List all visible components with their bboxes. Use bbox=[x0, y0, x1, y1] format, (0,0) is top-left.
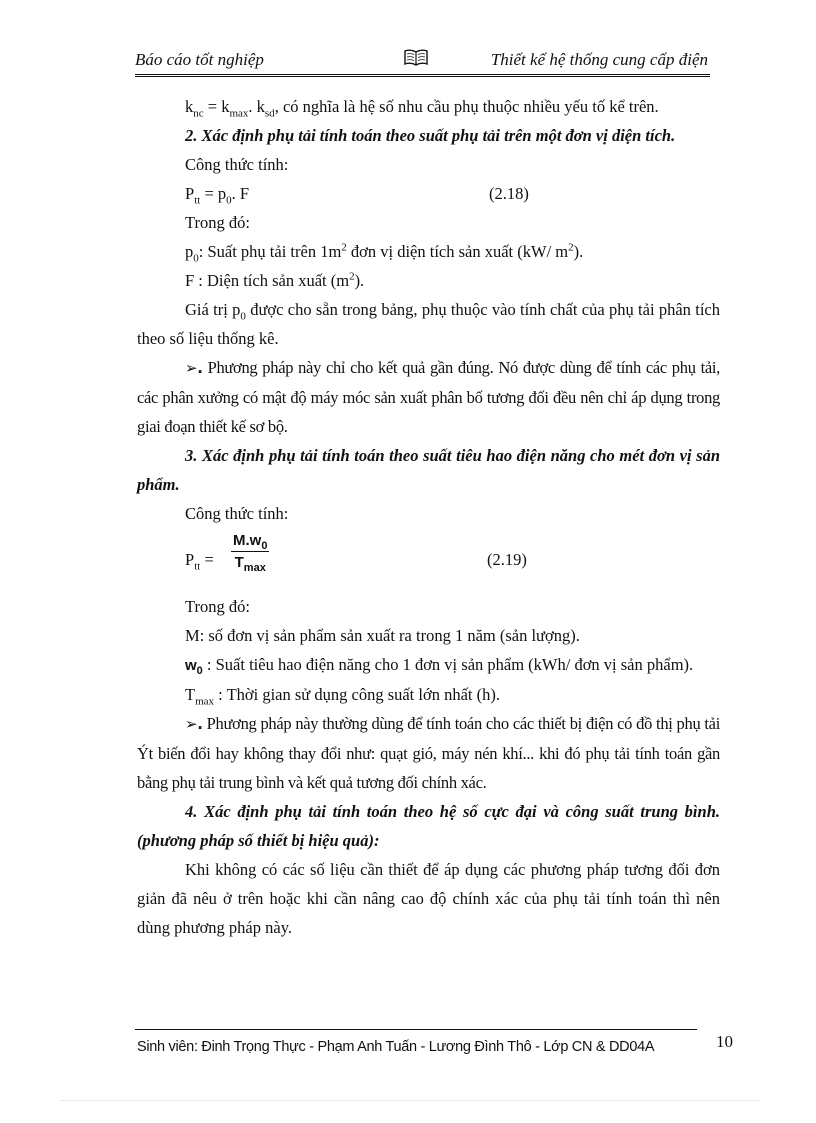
footer-authors: Sinh viên: Đinh Trọng Thực - Phạm Anh Tuấn - Lương Đình Thô - Lớp CN & DD04A bbox=[137, 1039, 655, 1055]
page-bottom-dotted-line bbox=[60, 1100, 760, 1101]
paragraph-knc: $k_{nc} = k_{max}$. $k_{sd}$, có nghĩa là hệ số nhu cầu phụ thuộc nhiều yếu tố kể trên. bbox=[185, 97, 659, 120]
equation-number: (2.18) bbox=[489, 184, 529, 203]
open-book-icon bbox=[403, 48, 429, 74]
formula-intro: Công thức tính: bbox=[185, 155, 289, 174]
page-number: 10 bbox=[716, 1032, 733, 1051]
where-label: Trong đó: bbox=[185, 597, 250, 616]
paragraph-p0-value: Giá trị $p_0$ được cho sẵn trong bảng, phụ thuộc vào tính chất của phụ tải phân tích theo số liệu thống kê. bbox=[137, 300, 720, 348]
formula-intro: Công thức tính: bbox=[185, 504, 289, 523]
equation-2-18: $P_{tt} = p_0$. F (2.18) bbox=[137, 179, 720, 208]
definition-M: M: số đơn vị sản phẩm sản xuất ra trong 1 năm (sản lượng). bbox=[185, 626, 580, 645]
arrow-bullet-icon: ➢. bbox=[185, 359, 203, 377]
definition-w0: $w_0$ : Suất tiêu hao điện năng cho 1 đơn vị sản phẩm (kWh/ đơn vị sản phẩm). bbox=[185, 655, 694, 677]
page-header bbox=[135, 46, 710, 77]
arrow-bullet-icon: ➢. bbox=[185, 715, 203, 733]
page-content bbox=[137, 92, 720, 942]
note-paragraph-2: ➢. Phương pháp này thường dùng để tính toán cho các thiết bị điện có đồ thị phụ tải Ýt biến đổi hay không thay đổi như: quạt gió, máy nén khí... khi đó phụ tải tính toán gần bằng phụ tải trung bình và kết quả tương đối chính xác. bbox=[137, 714, 720, 792]
section-heading-4: 4. Xác định phụ tải tính toán theo hệ số cực đại và công suất trung bình. (phương pháp số thiết bị hiệu quả): bbox=[137, 802, 720, 850]
where-label: Trong đó: bbox=[185, 213, 250, 232]
footer-divider bbox=[135, 1029, 697, 1030]
definition-Tmax: $T_{max}$ : Thời gian sử dụng công suất lớn nhất (h). bbox=[185, 685, 500, 708]
note-paragraph-1: ➢. Phương pháp này chỉ cho kết quả gần đúng. Nó được dùng để tính các phụ tải, các phân xưởng có mật độ máy móc sản xuất phân bố tương đối đều nên chỉ áp dụng trong giai đoạn thiết kế sơ bộ. bbox=[137, 358, 720, 436]
header-left-title: Báo cáo tốt nghiệp bbox=[135, 50, 264, 69]
fraction: $M.w_0$ $T_{max}$ bbox=[233, 532, 268, 574]
header-right-title: Thiết kế hệ thống cung cấp điện bbox=[490, 50, 708, 69]
paragraph-method: Khi không có các số liệu cần thiết để áp dụng các phương pháp tương đối đơn giản đã nêu ở trên hoặc khi cần nâng cao độ chính xác của phụ tải tính toán thì nên dùng phương pháp này. bbox=[137, 860, 720, 937]
section-heading-2: 2. Xác định phụ tải tính toán theo suất phụ tải trên một đơn vị diện tích. bbox=[185, 126, 676, 145]
section-heading-3: 3. Xác định phụ tải tính toán theo suất tiêu hao điện năng cho mét đơn vị sản phẩm. bbox=[137, 446, 720, 494]
definition-F: F : Diện tích sản xuất $(m^2)$. bbox=[185, 270, 365, 290]
definition-p0: $p_0$: Suất phụ tải trên $1m^2$ đơn vị diện tích sản xuất (kW/ $m^2$). bbox=[185, 241, 584, 265]
equation-number: (2.19) bbox=[487, 550, 527, 569]
equation-2-19: $P_{tt}$ = $M.w_0$ $T_{max}$ (2.19) bbox=[185, 532, 527, 574]
